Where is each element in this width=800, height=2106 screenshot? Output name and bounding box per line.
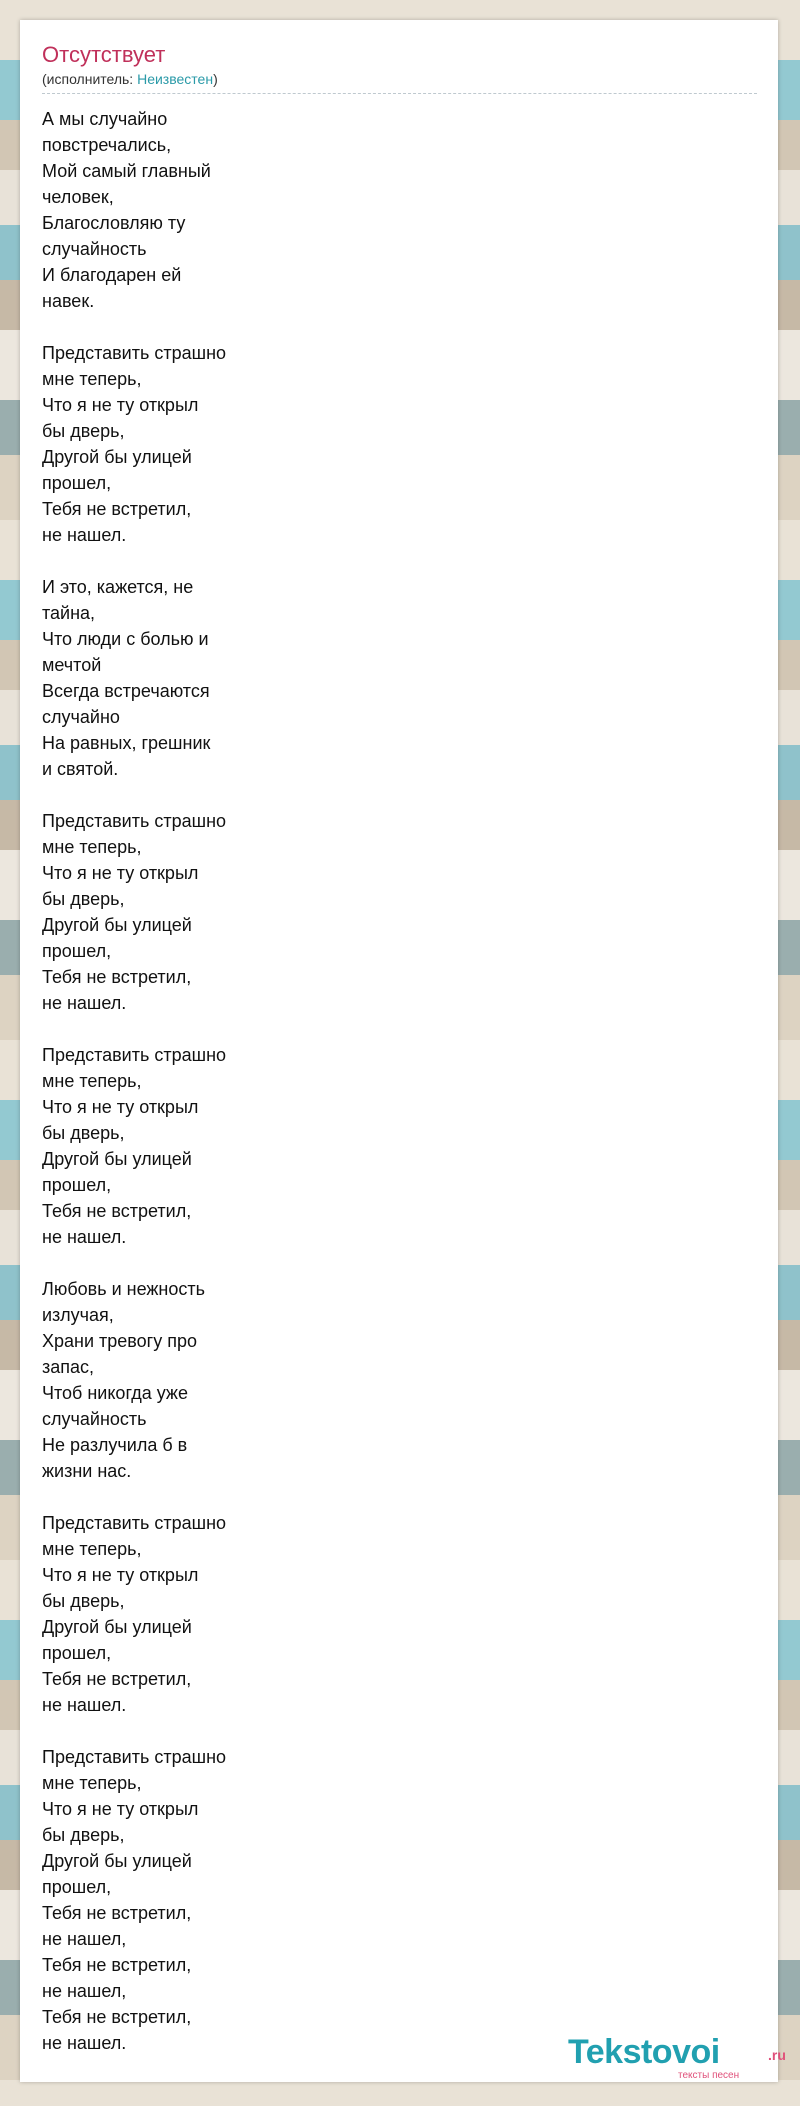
artist-prefix: (исполнитель:	[42, 71, 138, 87]
song-title: Отсутствует	[42, 42, 166, 67]
lyric-line: случайность	[42, 239, 147, 259]
lyric-line: случайность	[42, 1409, 147, 1429]
stanza-gap	[42, 1484, 282, 1510]
lyric-line: прошел,	[42, 473, 112, 493]
lyric-line: не нашел.	[42, 1695, 127, 1715]
lyric-line: Представить страшно	[42, 1045, 227, 1065]
lyric-line: Тебя не встретил,	[42, 1903, 192, 1923]
lyrics-text	[42, 106, 282, 2056]
lyric-line: Что я не ту открыл	[42, 1565, 199, 1585]
lyric-line: навек.	[42, 291, 95, 311]
lyric-line: бы дверь,	[42, 1123, 125, 1143]
artist-line	[42, 70, 218, 90]
lyric-line: бы дверь,	[42, 1825, 125, 1845]
lyric-line: Чтоб никогда уже	[42, 1383, 188, 1403]
lyric-line: Что я не ту открыл	[42, 1799, 199, 1819]
artist-link[interactable]: Неизвестен	[137, 71, 214, 87]
lyric-line: Что я не ту открыл	[42, 1097, 199, 1117]
site-logo[interactable]	[568, 2032, 786, 2081]
lyric-line: Другой бы улицей	[42, 1617, 192, 1637]
lyric-line: не нашел.	[42, 2033, 127, 2053]
lyric-line: Благословляю ту	[42, 213, 186, 233]
lyric-line: не нашел,	[42, 1981, 127, 2001]
stanza-gap	[42, 1718, 282, 1744]
lyric-line: Любовь и нежность	[42, 1279, 205, 1299]
lyric-line: Тебя не встретил,	[42, 1955, 192, 1975]
stanza-gap	[42, 548, 282, 574]
lyrics-card	[20, 20, 786, 2082]
lyric-line: прошел,	[42, 1643, 112, 1663]
lyric-line: Тебя не встретил,	[42, 967, 192, 987]
lyric-line: тайна,	[42, 603, 96, 623]
stanza-gap	[42, 1016, 282, 1042]
lyric-line: и святой.	[42, 759, 119, 779]
lyric-line: мне теперь,	[42, 837, 142, 857]
stanza-gap	[42, 782, 282, 808]
lyric-line: жизни нас.	[42, 1461, 132, 1481]
stanza-gap	[42, 1250, 282, 1276]
lyric-line: бы дверь,	[42, 889, 125, 909]
lyric-line: мне теперь,	[42, 1539, 142, 1559]
lyric-line: прошел,	[42, 1877, 112, 1897]
lyric-line: Что люди с болью и	[42, 629, 209, 649]
lyric-line: И благодарен ей	[42, 265, 182, 285]
lyric-line: излучая,	[42, 1305, 114, 1325]
lyric-line: Что я не ту открыл	[42, 395, 199, 415]
lyric-line: бы дверь,	[42, 421, 125, 441]
lyric-line: На равных, грешник	[42, 733, 211, 753]
lyric-line: бы дверь,	[42, 1591, 125, 1611]
lyric-line: Тебя не встретил,	[42, 499, 192, 519]
lyric-line: Что я не ту открыл	[42, 863, 199, 883]
lyric-line: Тебя не встретил,	[42, 1669, 192, 1689]
lyric-line: мне теперь,	[42, 1773, 142, 1793]
stanza-gap	[42, 314, 282, 340]
lyric-line: не нашел.	[42, 993, 127, 1013]
lyric-line: мне теперь,	[42, 1071, 142, 1091]
artist-suffix: )	[213, 71, 218, 87]
lyric-line: Всегда встречаются	[42, 681, 210, 701]
logo-tagline: тексты песен	[678, 2070, 740, 2081]
lyric-line: Мой самый главный	[42, 161, 211, 181]
lyric-line: не нашел,	[42, 1929, 127, 1949]
lyric-line: Другой бы улицей	[42, 915, 192, 935]
lyric-line: прошел,	[42, 941, 112, 961]
lyric-line: Другой бы улицей	[42, 1149, 192, 1169]
lyric-line: Представить страшно	[42, 1747, 227, 1767]
lyric-line: не нашел.	[42, 525, 127, 545]
lyric-line: не нашел.	[42, 1227, 127, 1247]
lyric-line: человек,	[42, 187, 114, 207]
lyric-line: Представить страшно	[42, 811, 227, 831]
lyric-line: Представить страшно	[42, 1513, 227, 1533]
lyric-line: Не разлучила б в	[42, 1435, 188, 1455]
lyric-line: запас,	[42, 1357, 95, 1377]
logo-wordmark: Tekstovoi	[568, 2033, 720, 2071]
lyric-line: мне теперь,	[42, 369, 142, 389]
lyric-line: Представить страшно	[42, 343, 227, 363]
lyric-line: прошел,	[42, 1175, 112, 1195]
lyric-line: случайно	[42, 707, 120, 727]
lyric-line: А мы случайно	[42, 109, 168, 129]
lyric-line: Другой бы улицей	[42, 1851, 192, 1871]
lyric-line: И это, кажется, не	[42, 577, 194, 597]
lyric-line: Тебя не встретил,	[42, 1201, 192, 1221]
lyric-line: мечтой	[42, 655, 102, 675]
lyric-line: Храни тревогу про	[42, 1331, 197, 1351]
lyric-line: Тебя не встретил,	[42, 2007, 192, 2027]
logo-domain: .ru	[768, 2047, 786, 2063]
title-divider	[42, 93, 757, 94]
lyric-line: повстречались,	[42, 135, 172, 155]
lyric-line: Другой бы улицей	[42, 447, 192, 467]
